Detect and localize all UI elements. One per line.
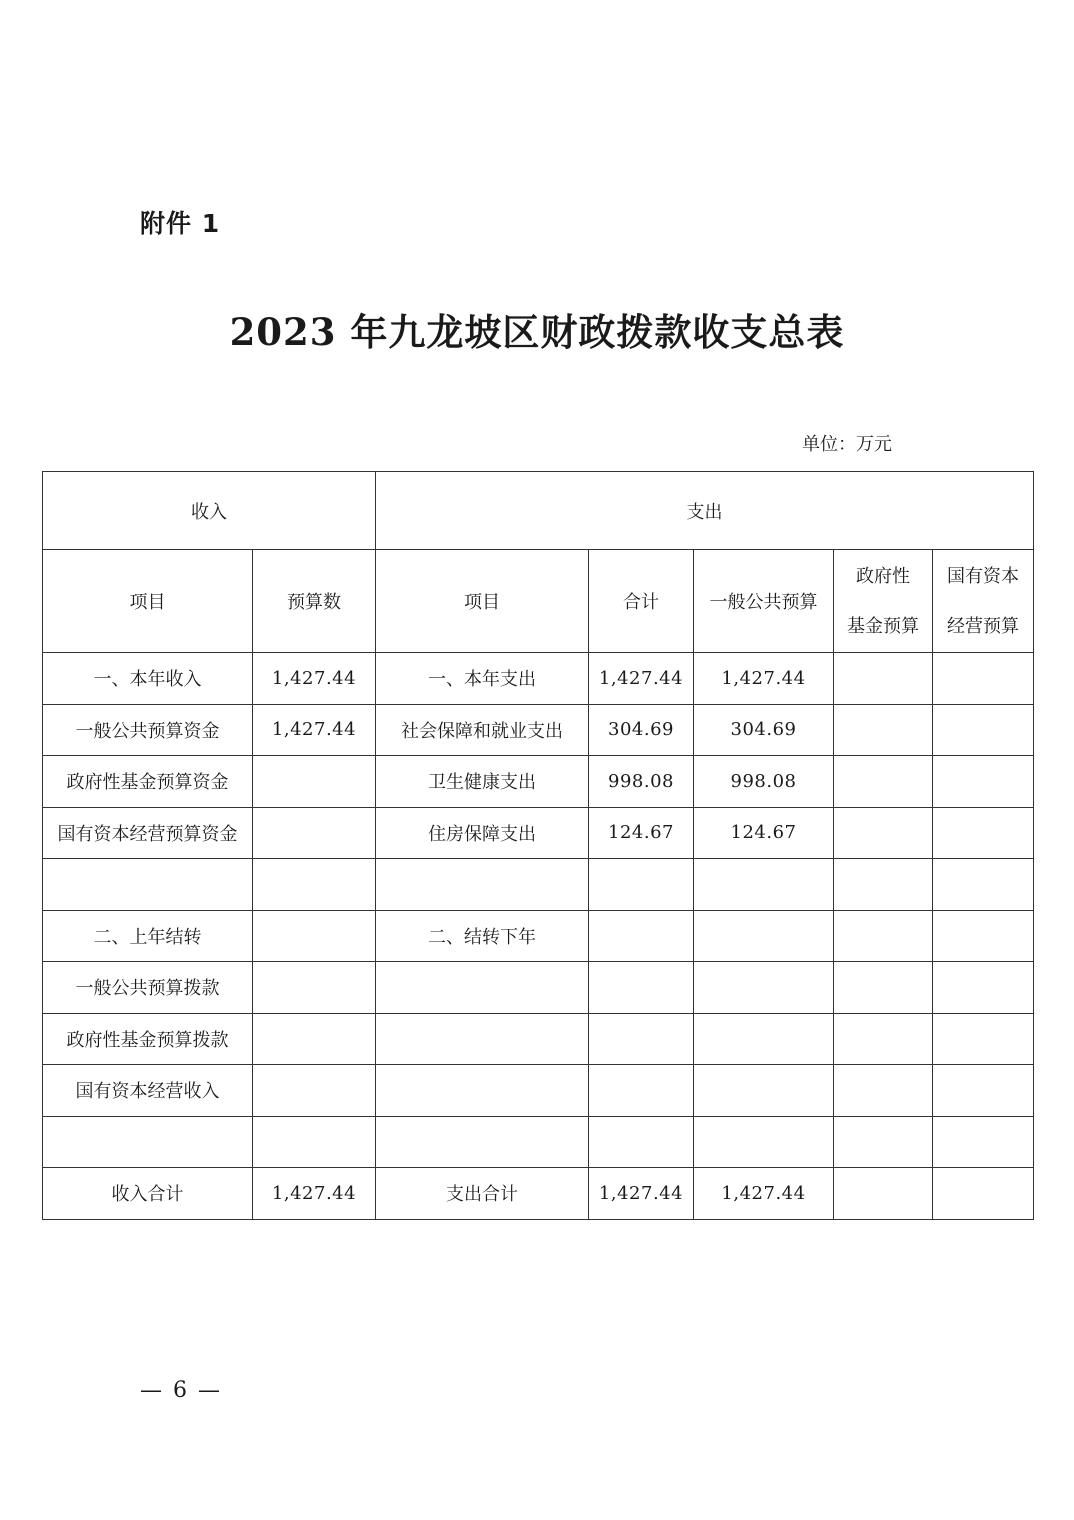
cell-general-budget: 1,427.44 [694, 1168, 834, 1220]
cell-expense-item [376, 859, 589, 911]
cell-gov-fund [834, 807, 933, 859]
cell-income-budget: 1,427.44 [253, 1168, 376, 1220]
cell-expense-item [376, 1013, 589, 1065]
page-number: — 6 — [140, 1378, 222, 1403]
cell-state-capital [933, 910, 1034, 962]
cell-expense-total: 998.08 [589, 756, 694, 808]
cell-income-budget: 1,427.44 [253, 704, 376, 756]
cell-expense-total: 1,427.44 [589, 1168, 694, 1220]
cell-income-budget: 1,427.44 [253, 653, 376, 705]
cell-income-budget [253, 859, 376, 911]
table-row [43, 859, 1034, 911]
attachment-label: 附件 1 [140, 209, 221, 238]
cell-expense-item [376, 962, 589, 1014]
cell-income-item: 国有资本经营预算资金 [43, 807, 253, 859]
table-row [43, 653, 1034, 705]
table-row [43, 704, 1034, 756]
cell-state-capital [933, 653, 1034, 705]
cell-gov-fund [834, 1168, 933, 1220]
cell-state-capital [933, 962, 1034, 1014]
cell-general-budget: 124.67 [694, 807, 834, 859]
col-gov-fund-line1: 政府性 [856, 565, 910, 587]
cell-income-item: 一般公共预算拨款 [43, 962, 253, 1014]
cell-income-budget [253, 1013, 376, 1065]
cell-income-item: 收入合计 [43, 1168, 253, 1220]
cell-income-budget [253, 1065, 376, 1117]
cell-income-item [43, 859, 253, 911]
column-header-row [43, 550, 1034, 653]
expense-section-header: 支出 [376, 472, 1034, 550]
col-expense-total: 合计 [589, 550, 694, 653]
cell-expense-item: 二、结转下年 [376, 910, 589, 962]
cell-gov-fund [834, 704, 933, 756]
fiscal-summary-table [42, 471, 1034, 1220]
document-title: 2023 年九龙坡区财政拨款收支总表 [229, 310, 845, 354]
cell-expense-total [589, 1065, 694, 1117]
table-row [43, 807, 1034, 859]
cell-income-budget [253, 910, 376, 962]
cell-income-item: 国有资本经营收入 [43, 1065, 253, 1117]
cell-expense-item: 一、本年支出 [376, 653, 589, 705]
cell-state-capital [933, 756, 1034, 808]
cell-general-budget [694, 1013, 834, 1065]
cell-gov-fund [834, 1116, 933, 1168]
cell-general-budget: 998.08 [694, 756, 834, 808]
cell-expense-total [589, 962, 694, 1014]
cell-expense-item [376, 1065, 589, 1117]
cell-state-capital [933, 704, 1034, 756]
cell-general-budget [694, 1065, 834, 1117]
cell-gov-fund [834, 756, 933, 808]
cell-general-budget [694, 1116, 834, 1168]
table-row [43, 1013, 1034, 1065]
cell-expense-item: 住房保障支出 [376, 807, 589, 859]
col-gov-fund-budget [834, 550, 933, 653]
cell-income-budget [253, 807, 376, 859]
cell-income-budget [253, 962, 376, 1014]
cell-expense-item: 支出合计 [376, 1168, 589, 1220]
table-row [43, 1065, 1034, 1117]
cell-general-budget: 1,427.44 [694, 653, 834, 705]
cell-general-budget: 304.69 [694, 704, 834, 756]
table-row [43, 910, 1034, 962]
col-state-capital-line2: 经营预算 [947, 615, 1020, 637]
cell-expense-total [589, 1013, 694, 1065]
cell-income-budget [253, 1116, 376, 1168]
cell-state-capital [933, 1168, 1034, 1220]
col-state-capital-budget [933, 550, 1034, 653]
section-header-row [43, 472, 1034, 550]
table-row [43, 962, 1034, 1014]
cell-gov-fund [834, 910, 933, 962]
table-row [43, 1168, 1034, 1220]
cell-income-item: 一般公共预算资金 [43, 704, 253, 756]
col-expense-item: 项目 [376, 550, 589, 653]
cell-income-item: 政府性基金预算拨款 [43, 1013, 253, 1065]
cell-gov-fund [834, 859, 933, 911]
cell-expense-total: 304.69 [589, 704, 694, 756]
cell-income-item: 政府性基金预算资金 [43, 756, 253, 808]
col-income-budget: 预算数 [253, 550, 376, 653]
cell-state-capital [933, 1116, 1034, 1168]
col-gov-fund-line2: 基金预算 [847, 615, 919, 637]
cell-expense-item [376, 1116, 589, 1168]
cell-general-budget [694, 910, 834, 962]
cell-general-budget [694, 962, 834, 1014]
cell-state-capital [933, 1065, 1034, 1117]
table-row [43, 756, 1034, 808]
income-section-header: 收入 [43, 472, 376, 550]
cell-expense-item: 卫生健康支出 [376, 756, 589, 808]
cell-general-budget [694, 859, 834, 911]
cell-income-budget [253, 756, 376, 808]
col-general-budget: 一般公共预算 [694, 550, 834, 653]
cell-income-item: 一、本年收入 [43, 653, 253, 705]
unit-label: 单位：万元 [802, 434, 892, 455]
cell-expense-total: 1,427.44 [589, 653, 694, 705]
cell-gov-fund [834, 1065, 933, 1117]
cell-expense-total: 124.67 [589, 807, 694, 859]
cell-gov-fund [834, 962, 933, 1014]
col-state-capital-line1: 国有资本 [947, 565, 1020, 587]
cell-gov-fund [834, 1013, 933, 1065]
cell-state-capital [933, 1013, 1034, 1065]
cell-expense-total [589, 910, 694, 962]
cell-gov-fund [834, 653, 933, 705]
cell-expense-total [589, 1116, 694, 1168]
cell-expense-total [589, 859, 694, 911]
cell-state-capital [933, 807, 1034, 859]
col-income-item: 项目 [43, 550, 253, 653]
cell-income-item: 二、上年结转 [43, 910, 253, 962]
cell-state-capital [933, 859, 1034, 911]
cell-expense-item: 社会保障和就业支出 [376, 704, 589, 756]
cell-income-item [43, 1116, 253, 1168]
table-row [43, 1116, 1034, 1168]
